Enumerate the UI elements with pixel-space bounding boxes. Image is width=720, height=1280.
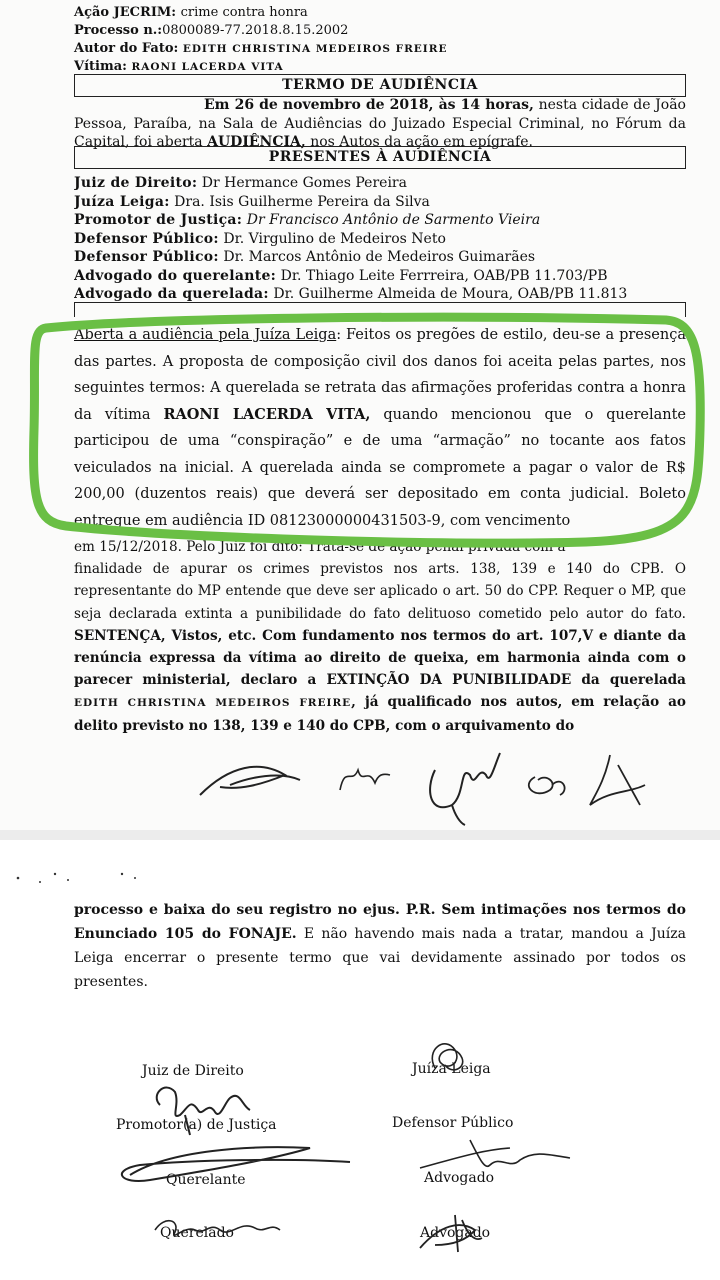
scan-specks <box>10 860 170 890</box>
presentes-title: PRESENTES À AUDIÊNCIA <box>74 146 686 169</box>
vitima-line: Vítima: RAONI LACERDA VITA <box>74 59 284 74</box>
autor-line: Autor do Fato: EDITH CHRISTINA MEDEIROS FREIRE <box>74 41 448 56</box>
continuacao-first-line: em 15/12/2018. Pelo Juiz foi dito: Trata-se de ação penal privada com a <box>74 539 566 555</box>
sig-label-promotor: Promotor(a) de Justiça <box>116 1117 277 1133</box>
presente-row: Defensor Público: Dr. Virgulino de Medeiros Neto <box>74 230 446 247</box>
sig-label-defensor: Defensor Público <box>392 1115 514 1131</box>
presente-row: Juíza Leiga: Dra. Isis Guilherme Pereira da Silva <box>74 193 430 210</box>
document-page-2 <box>0 840 720 1280</box>
sig-label-juiz: Juiz de Direito <box>142 1063 244 1079</box>
termo-paragraph: Em 26 de novembro de 2018, às 14 horas, nesta cidade de João Pessoa, Paraíba, na Sala de Audiências do Juizado Especial Criminal, no Fórum da Capital, foi aberta AUDIÊNCIA, nos Autos da ação em epígrafe. <box>74 97 686 150</box>
page-gap <box>0 830 720 840</box>
acao-line: Ação JECRIM: crime contra honra <box>74 5 308 20</box>
presente-row: Juiz de Direito: Dr Hermance Gomes Pereira <box>74 175 407 191</box>
presente-row: Advogado da querelada: Dr. Guilherme Almeida de Moura, OAB/PB 11.813 <box>74 286 628 302</box>
presentes-list <box>74 174 686 304</box>
page2-signatures <box>90 1020 630 1260</box>
processo-line: Processo n.:0800089-77.2018.8.15.2002 <box>74 23 349 38</box>
sig-label-querelante: Querelante <box>166 1172 246 1188</box>
green-highlight-outline <box>26 310 706 550</box>
sig-label-advogado-2: Advogado <box>420 1225 491 1241</box>
termo-title: TERMO DE AUDIÊNCIA <box>74 74 686 97</box>
sig-label-querelado: Querelado <box>160 1225 234 1241</box>
presente-row: Advogado do querelante: Dr. Thiago Leite Ferrreira, OAB/PB 11.703/PB <box>74 267 608 284</box>
presente-row: Promotor de Justiça: Dr Francisco Antônio de Sarmento Vieira <box>74 212 541 228</box>
continuacao-paragraph: em 15/12/2018. Pelo Juiz foi dito: Trata-se de ação penal privada com a finalidade de apurar os crimes previstos nos arts. 138, 139 e 140 do CPB. O representante do MP entende que deve ser aplicado o art. 50 do CPP. Requer o MP, que seja declarada extinta a punibilidade do fato delituoso cometido pelo autor do fato. SENTENÇA, Vistos, etc. Com fundamento nos termos do art. 107,V e diante da renúncia expressa da vítima ao direito de queixa, em harmonia ainda com o parecer ministerial, declaro a EXTINÇÃO DA PUNIBILIDADE da querelada EDITH CHRISTINA MEDEIROS FREIRE, já qualificado nos autos, em relação ao delito previsto no 138, 139 e 140 do CPB, com o arquivamento do <box>74 536 686 737</box>
abertura-paragraph: Aberta a audiência pela Juíza Leiga: Feitos os pregões de estilo, deu-se a presença das partes. A proposta de composição civil dos danos foi aceita pelas partes, nos seguintes termos: A querelada se retrata das afirmações proferidas contra a honra da vítima RAONI LACERDA VITA, quando mencionou que o querelante participou de uma “conspiração” e de uma “armação” no tocante aos fatos veiculados na inicial. A querelada ainda se compromete a pagar o valor de R$ 200,00 (duzentos reais) que deverá ser depositado em conta judicial. Boleto entregue em audiência ID 08123000000431503-9, com vencimento <box>74 327 687 529</box>
sig-label-juiza-leiga: Juíza Leiga <box>412 1061 491 1077</box>
sig-label-advogado-1: Advogado <box>424 1170 495 1186</box>
closing-paragraph: processo e baixa do seu registro no ejus. P.R. Sem intimações nos termos do Enunciado 105 do FONAJE. E não havendo mais nada a tratar, mandou a Juíza Leiga encerrar o presente termo que vai devidamente assinado por todos os presentes. <box>74 902 686 990</box>
presente-row: Defensor Público: Dr. Marcos Antônio de Medeiros Guimarães <box>74 249 536 265</box>
page1-signatures <box>190 745 660 830</box>
